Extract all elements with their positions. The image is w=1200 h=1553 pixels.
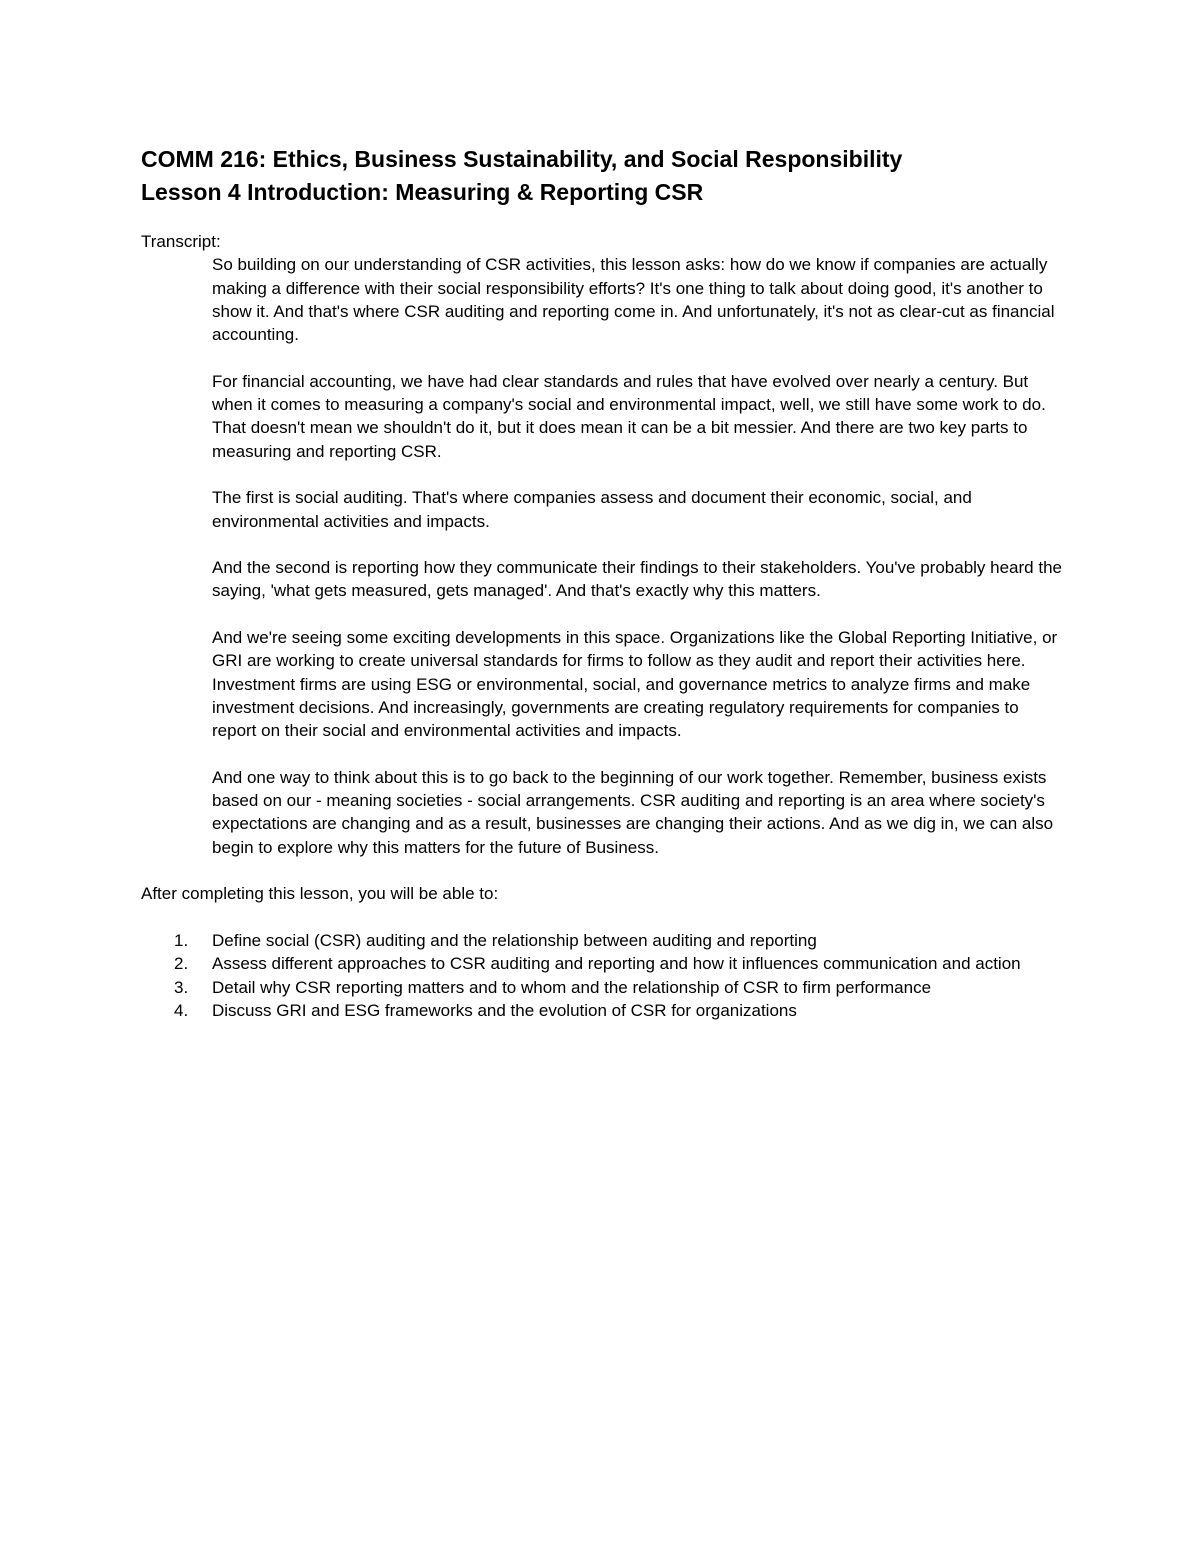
- transcript-paragraph: The first is social auditing. That's where companies assess and document their economic, social, and environmental activities and impacts.: [212, 488, 972, 531]
- objective-number: 2.: [174, 954, 189, 974]
- lesson-title: Lesson 4 Introduction: Measuring & Reporting CSR: [141, 179, 704, 205]
- transcript: [212, 253, 1062, 859]
- document-title: [141, 143, 1101, 209]
- transcript-paragraph: So building on our understanding of CSR activities, this lesson asks: how do we know if companies are actually making a difference with their social responsibility efforts? It's one thing to talk about doing good, it's another to show it. And that's where CSR auditing and reporting come in. And unfortunately, it's not as clear-cut as financial accounting.: [212, 255, 1055, 345]
- objective-item: [141, 929, 1081, 952]
- transcript-paragraph: And one way to think about this is to go back to the beginning of our work together. Remember, business exists based on our - meaning societies - social arrangements. CSR auditing and reporting is an area where society's expectations are changing and as a result, businesses are changing their actions. And as we dig in, we can also begin to explore why this matters for the future of Business.: [212, 767, 1054, 857]
- objective-number: 3.: [174, 977, 189, 997]
- objective-number: 1.: [174, 930, 189, 950]
- objective-item: [141, 976, 1081, 999]
- objective-text: Discuss GRI and ESG frameworks and the evolution of CSR for organizations: [212, 1000, 797, 1020]
- document-body: [141, 230, 1081, 1022]
- objective-item: [141, 999, 1081, 1022]
- transcript-label: Transcript:: [141, 232, 221, 251]
- transcript-paragraph: For financial accounting, we have had clear standards and rules that have evolved over nearly a century. But when it comes to measuring a company's social and environmental impact, well, we still have some work to do. That doesn't mean we shouldn't do it, but it does mean it can be a bit messier. And there are two key parts to measuring and reporting CSR.: [212, 371, 1046, 461]
- transcript-paragraph: And the second is reporting how they communicate their findings to their stakeholders. You've probably heard the saying, 'what gets measured, gets managed'. And that's exactly why this matters.: [212, 558, 1062, 601]
- course-title: COMM 216: Ethics, Business Sustainability, and Social Responsibility: [141, 146, 903, 172]
- transcript-paragraph: And we're seeing some exciting developments in this space. Organizations like the Global Reporting Initiative, or GRI are working to create universal standards for firms to follow as they audit and report their activities here. Investment firms are using ESG or environmental, social, and governance metrics to analyze firms and make investment decisions. And increasingly, governments are creating regulatory requirements for companies to report on their social and environmental activities and impacts.: [212, 628, 1058, 741]
- objective-item: [141, 952, 1081, 975]
- objective-number: 4.: [174, 1000, 189, 1020]
- objective-text: Assess different approaches to CSR auditing and reporting and how it influences communication and action: [212, 954, 1021, 974]
- objectives-intro: After completing this lesson, you will be able to:: [141, 884, 499, 904]
- learning-objectives-list: [141, 929, 1081, 1022]
- objective-text: Detail why CSR reporting matters and to whom and the relationship of CSR to firm performance: [212, 977, 932, 997]
- objective-text: Define social (CSR) auditing and the relationship between auditing and reporting: [212, 930, 817, 950]
